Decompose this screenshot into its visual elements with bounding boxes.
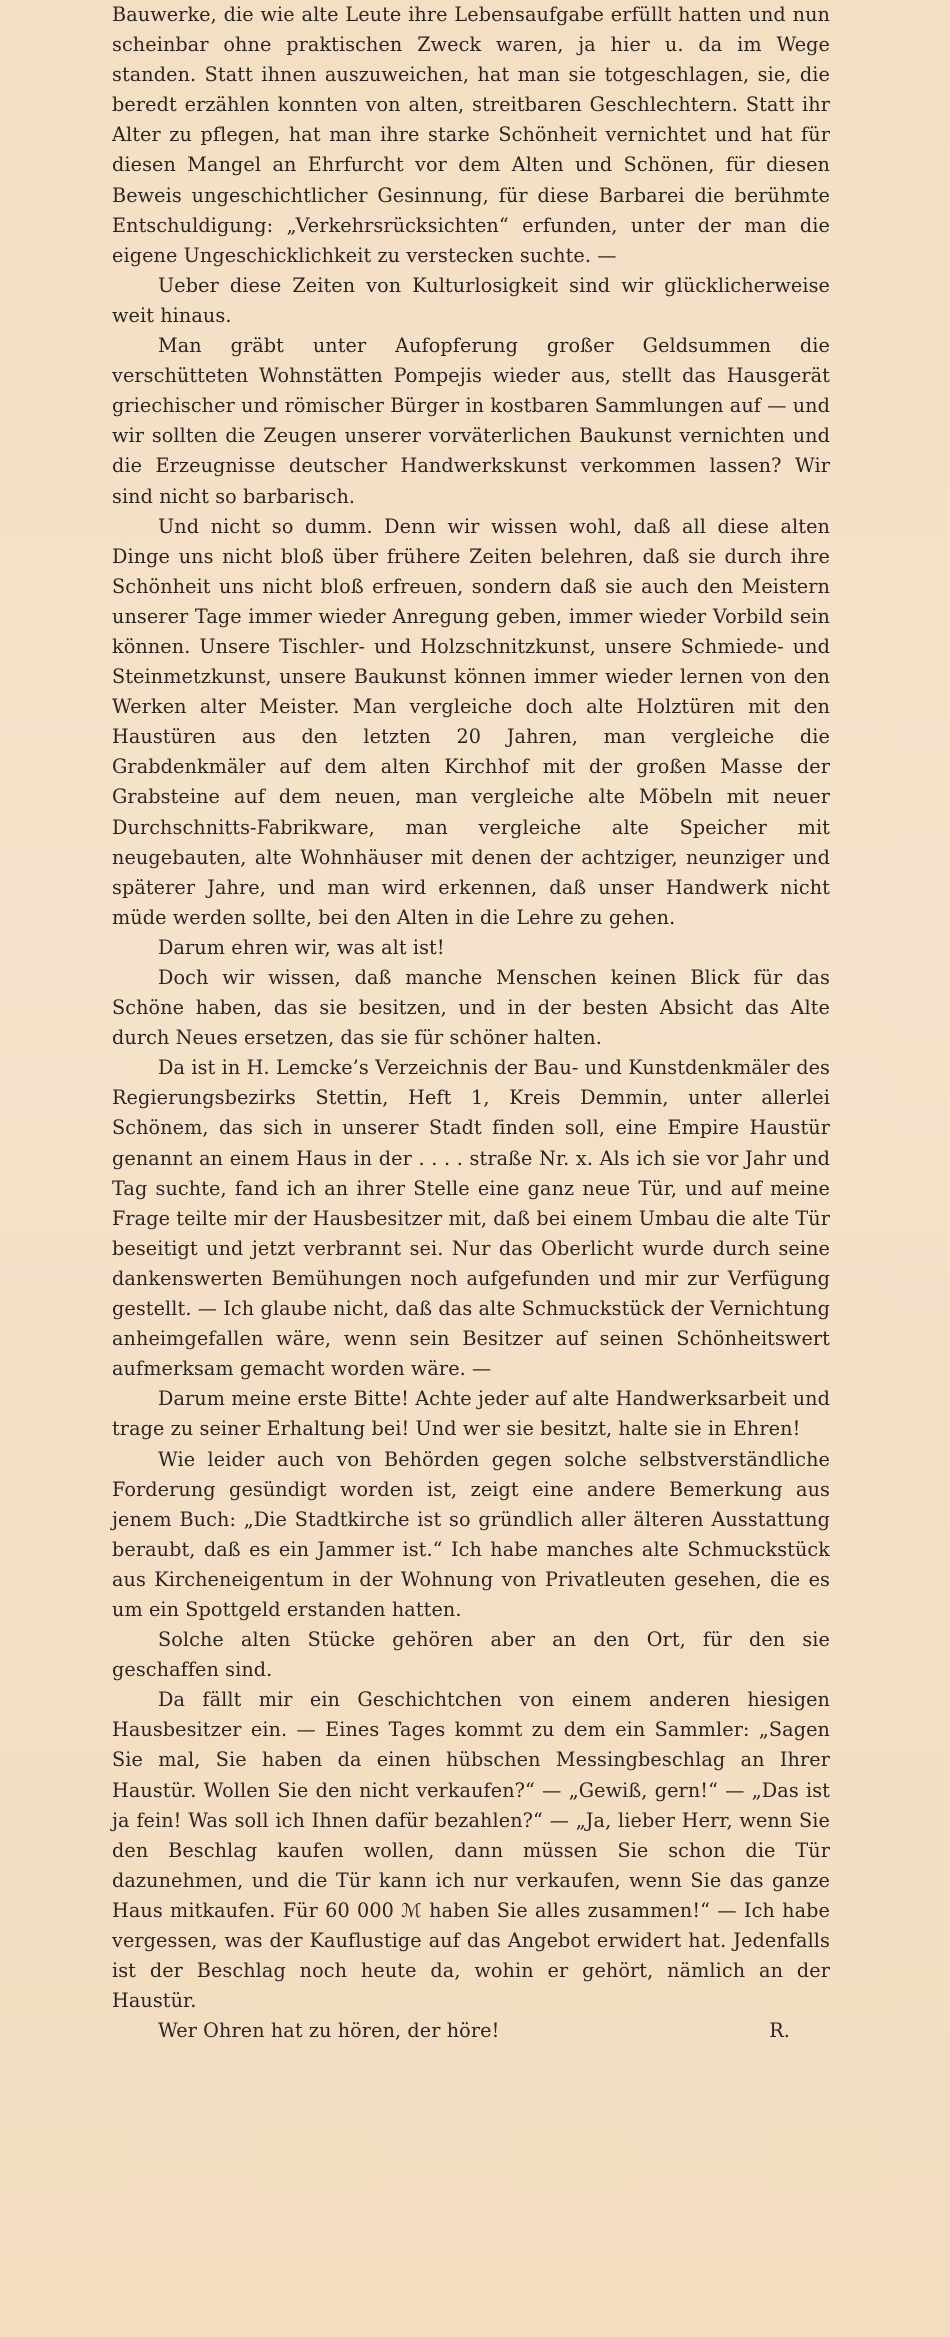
paragraph-erste-bitte: Darum meine erste Bitte! Achte jeder auf alte Handwerksarbeit und trage zu seiner Erhaltung bei! Und wer sie besitzt, halte sie in Ehren! [112,1387,830,1441]
paragraph-continued: Bauwerke, die wie alte Leute ihre Lebensaufgabe erfüllt hatten und nun scheinbar ohne praktischen Zweck waren, ja hier u. da im Wege standen. Statt ihnen auszuweichen, hat man sie totgeschlagen, sie, die beredt erzählen konnten von alten, streitbaren Geschlechtern. Statt ihr Alter zu pflegen, hat man ihre starke Schönheit vernichtet und hat für diesen Mangel an Ehrfurcht vor dem Alten und Schönen, für diesen Beweis ungeschichtlicher Gesinnung, für diese Barbarei die berühmte Entschuldigung: „Verkehrsrücksichten“ erfunden, unter der man die eigene Ungeschicklichkeit zu verstecken suchte. — [112,3,830,267]
paragraph-kulturlosigkeit: Ueber diese Zeiten von Kulturlosigkeit sind wir glücklicherweise weit hinaus. [112,273,830,327]
paragraph-pompeji: Man gräbt unter Aufopferung großer Geldsummen die verschütteten Wohnstätten Pompejis wieder aus, stellt das Hausgerät griechischer und römischer Bürger in kostbaren Sammlungen auf — und wir sollten die Zeugen unserer vorväterlichen Baukunst vernichten und die Erzeugnisse deutscher Handwerkskunst verkommen lassen? Wir sind nicht so barbarisch. [112,334,830,508]
paragraph-ort: Solche alten Stücke gehören aber an den Ort, für den sie geschaffen sind. [112,1628,830,1682]
paragraph-lemcke: Da ist in H. Lemcke’s Verzeichnis der Bau- und Kunstdenkmäler des Regierungsbezirks Stettin, Heft 1, Kreis Demmin, unter allerlei Schönem, das sich in unserer Stadt finden soll, eine Empire Haustür genannt an einem Haus in der . . . . straße Nr. x. Als ich sie vor Jahr und Tag suchte, fand ich an ihrer Stelle eine ganz neue Tür, und auf meine Frage teilte mir der Hausbesitzer mit, daß bei einem Umbau die alte Tür beseitigt und jetzt verbrannt sei. Nur das Oberlicht wurde durch seine dankenswerten Bemühungen noch aufgefunden und mir zur Verfügung gestellt. — Ich glaube nicht, daß das alte Schmuckstück der Vernichtung anheimgefallen wäre, wenn sein Besitzer auf seinen Schönheitswert aufmerksam gemacht worden wäre. — [112,1056,830,1381]
text-column [112,0,830,2046]
paragraph-behoerden: Wie leider auch von Behörden gegen solche selbstverständliche Forderung gesündigt worden ist, zeigt eine andere Bemerkung aus jenem Buch: „Die Stadtkirche ist so gründlich aller älteren Ausstattung beraubt, daß es ein Jammer ist.“ Ich habe manches alte Schmuckstück aus Kircheneigentum in der Wohnung von Privatleuten gesehen, die es um ein Spottgeld erstanden hatten. [112,1447,830,1621]
paragraph-blick-schoene: Doch wir wissen, daß manche Menschen keinen Blick für das Schöne haben, das sie besitzen, und in der besten Absicht das Alte durch Neues ersetzen, das sie für schöner halten. [112,966,830,1050]
author-signature: R. [769,2019,790,2043]
closing-line: Wer Ohren hat zu hören, der höre! [158,2019,500,2043]
paragraph-nicht-so-dumm: Und nicht so dumm. Denn wir wissen wohl, daß all diese alten Dinge uns nicht bloß über frühere Zeiten belehren, daß sie durch ihre Schönheit uns nicht bloß erfreuen, sondern daß sie auch den Meistern unserer Tage immer wieder Anregung geben, immer wieder Vorbild sein können. Unsere Tischler- und Holzschnitzkunst, unsere Schmiede- und Steinmetzkunst, unsere Baukunst können immer wieder lernen von den Werken alter Meister. Man vergleiche doch alte Holztüren mit den Haustüren aus den letzten 20 Jahren, man vergleiche die Grabdenkmäler auf dem alten Kirchhof mit der großen Masse der Grabsteine auf dem neuen, man vergleiche alte Möbeln mit neuer Durchschnitts-Fabrikware, man vergleiche alte Speicher mit neugebauten, alte Wohnhäuser mit denen der achtziger, neunziger und späterer Jahre, und man wird erkennen, daß unser Handwerk nicht müde werden sollte, bei den Alten in die Lehre zu gehen. [112,514,830,929]
paragraph-geschichtchen: Da fällt mir ein Geschichtchen von einem anderen hiesigen Hausbesitzer ein. — Eines Tages kommt zu dem ein Sammler: „Sagen Sie mal, Sie haben da einen hübschen Messingbeschlag an Ihrer Haustür. Wollen Sie den nicht verkaufen?“ — „Gewiß, gern!“ — „Das ist ja fein! Was soll ich Ihnen dafür bezahlen?“ — „Ja, lieber Herr, wenn Sie den Beschlag kaufen wollen, dann müssen Sie schon die Tür dazunehmen, und die Tür kann ich nur verkaufen, wenn Sie das ganze Haus mitkaufen. Für 60 000 ℳ haben Sie alles zusammen!“ — Ich habe vergessen, was der Kauflustige auf das Angebot erwidert hat. Jedenfalls ist der Beschlag noch heute da, wohin er gehört, nämlich an der Haustür. [112,1688,830,2013]
paragraph-ehren-alt: Darum ehren wir, was alt ist! [158,935,445,959]
closing-row [112,2016,830,2046]
